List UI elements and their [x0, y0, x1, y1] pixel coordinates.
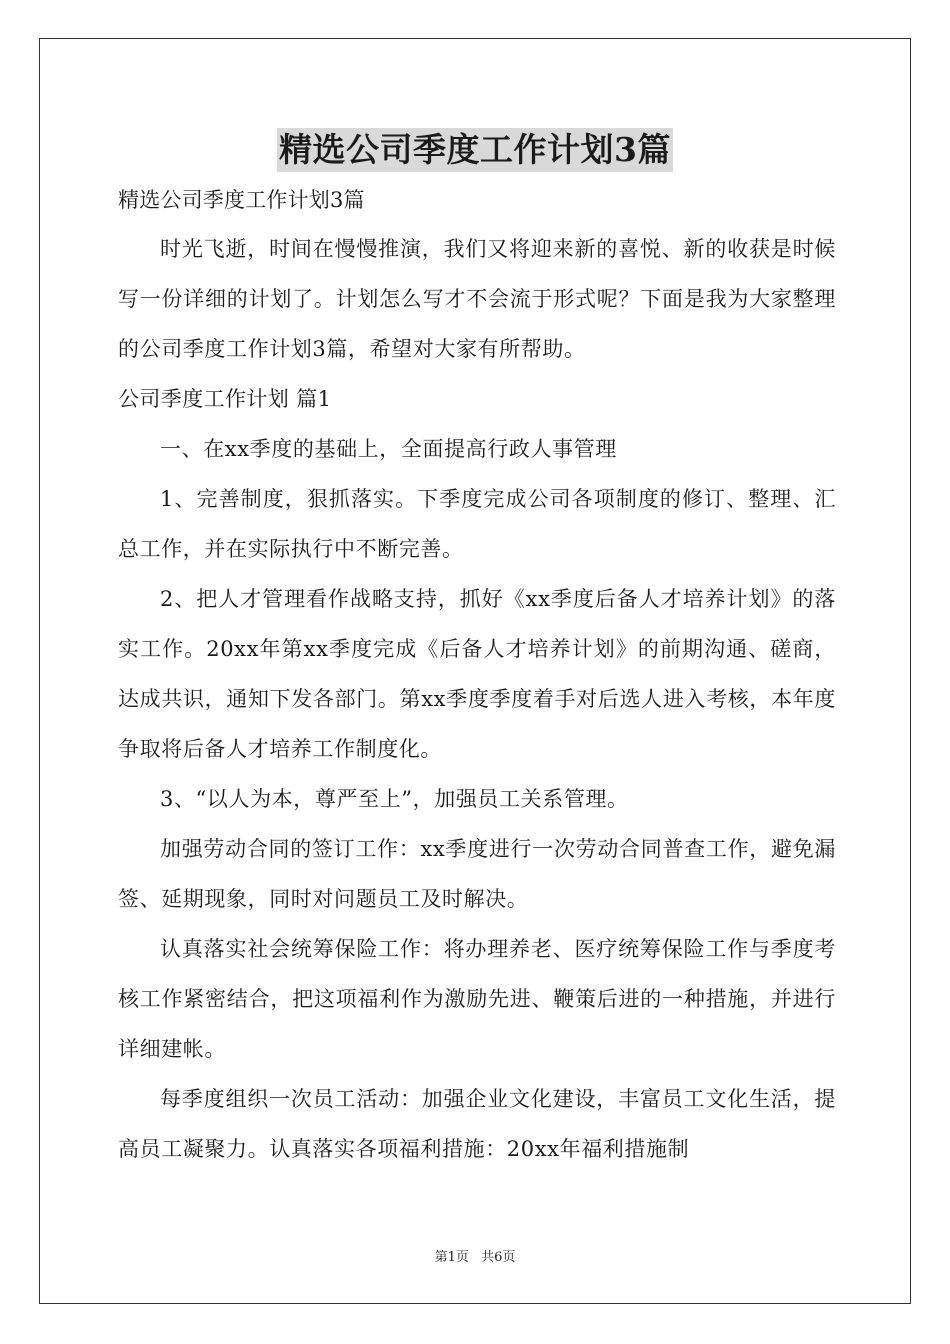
paragraph-1: 一、在xx季度的基础上，全面提高行政人事管理: [160, 437, 617, 461]
intro-paragraph: 时光飞逝，时间在慢慢推演，我们又将迎来新的喜悦、新的收获是时候写一份详细的计划了。计划怎么写才不会流于形式呢？下面是我为大家整理的公司季度工作计划3篇，希望对大家有所帮助。: [118, 237, 836, 361]
document-subtitle: 精选公司季度工作计划3篇: [118, 188, 365, 212]
document-body: [118, 180, 836, 1174]
paragraph-5: 加强劳动合同的签订工作：xx季度进行一次劳动合同普查工作，避免漏签、延期现象，同时对问题员工及时解决。: [118, 837, 836, 911]
title-container: [0, 128, 950, 172]
page-footer: [0, 1246, 950, 1265]
section-heading: 公司季度工作计划 篇1: [118, 387, 332, 411]
paragraph-3: 2、把人才管理看作战略支持，抓好《xx季度后备人才培养计划》的落实工作。20xx年第xx季度完成《后备人才培养计划》的前期沟通、磋商，达成共识，通知下发各部门。第xx季度季度着手对后选人进入考核，本年度争取将后备人才培养工作制度化。: [118, 587, 836, 761]
paragraph-4: 3、“以人为本，尊严至上”，加强员工关系管理。: [160, 787, 629, 811]
page-number-total: 共6页: [481, 1250, 516, 1265]
paragraph-2: 1、完善制度，狠抓落实。下季度完成公司各项制度的修订、整理、汇总工作，并在实际执行中不断完善。: [118, 487, 836, 561]
paragraph-6: 认真落实社会统筹保险工作：将办理养老、医疗统筹保险工作与季度考核工作紧密结合，把这项福利作为激励先进、鞭策后进的一种措施，并进行详细建帐。: [118, 937, 836, 1061]
paragraph-7: 每季度组织一次员工活动：加强企业文化建设，丰富员工文化生活，提高员工凝聚力。认真落实各项福利措施：20xx年福利措施制: [118, 1087, 836, 1161]
page-number-current: 第1页: [434, 1250, 469, 1265]
document-title: 精选公司季度工作计划3篇: [277, 128, 673, 172]
